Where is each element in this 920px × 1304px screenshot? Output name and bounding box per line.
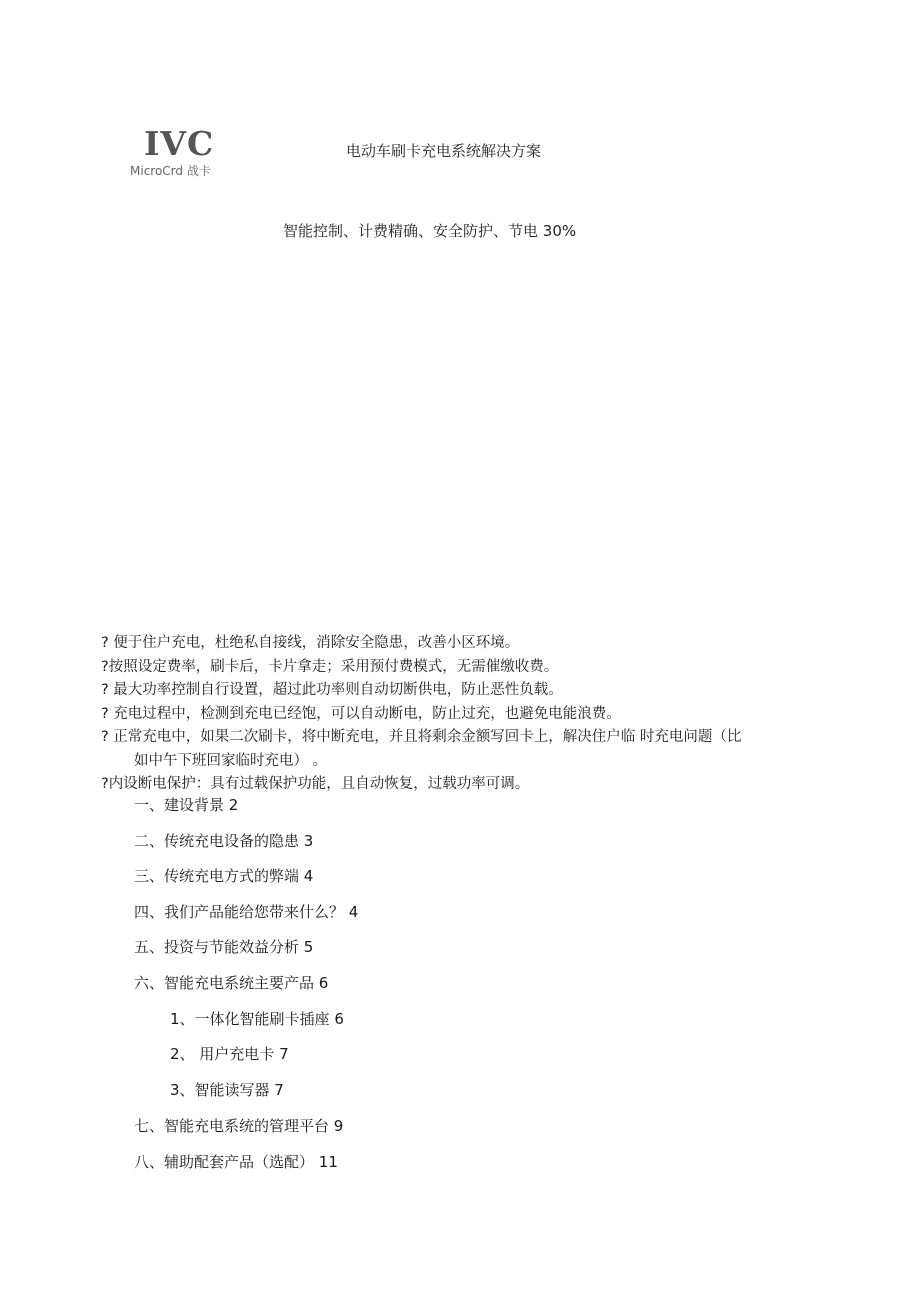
feature-item bbox=[101, 726, 841, 773]
feature-text: ?按照设定费率，刷卡后，卡片拿走；采用预付费模式，无需催缴收费。 bbox=[101, 658, 559, 675]
toc-entry[interactable]: 五、投资与节能效益分析 5 bbox=[134, 938, 314, 956]
toc-subentry[interactable]: 1、一体化智能刷卡插座 6 bbox=[170, 1010, 344, 1028]
toc-subentry[interactable]: 3、智能读写器 7 bbox=[170, 1081, 284, 1099]
toc-entry[interactable]: 四、我们产品能给您带来什么？ 4 bbox=[134, 903, 359, 921]
feature-item bbox=[101, 773, 841, 797]
feature-item bbox=[101, 632, 841, 656]
feature-item bbox=[101, 679, 841, 703]
feature-item bbox=[101, 656, 841, 680]
toc-entry[interactable]: 七、智能充电系统的管理平台 9 bbox=[134, 1117, 344, 1135]
feature-text: ? 充电过程中，检测到充电已经饱，可以自动断电，防止过充，也避免电能浪费。 bbox=[101, 705, 621, 722]
logo-mark: IVC bbox=[144, 124, 215, 163]
toc-subentry[interactable]: 2、 用户充电卡 7 bbox=[170, 1045, 289, 1063]
company-logo bbox=[130, 126, 240, 179]
toc-entry[interactable]: 六、智能充电系统主要产品 6 bbox=[134, 974, 329, 992]
logo-subtitle: MicroCrd 战卡 bbox=[130, 164, 211, 178]
tagline: 智能控制、计费精确、安全防护、节电 30% bbox=[283, 222, 577, 240]
document-title: 电动车刷卡充电系统解决方案 bbox=[346, 142, 542, 160]
feature-text: ? 便于住户充电，杜绝私自接线，消除安全隐患，改善小区环境。 bbox=[101, 635, 520, 651]
toc-entry[interactable]: 八、辅助配套产品（选配） 11 bbox=[134, 1153, 338, 1171]
toc-entry[interactable]: 二、传统充电设备的隐患 3 bbox=[134, 832, 314, 850]
feature-text-continued: 如中午下班回家临时充电） 。 bbox=[134, 752, 328, 769]
feature-text: ? 正常充电中，如果二次刷卡，将中断充电，并且将剩余金额写回卡上，解决住户临 时充电问题（比 bbox=[101, 729, 742, 745]
toc-entry[interactable]: 三、传统充电方式的弊端 4 bbox=[134, 867, 314, 885]
feature-list bbox=[101, 632, 841, 797]
toc-entry[interactable]: 一、建设背景 2 bbox=[134, 796, 239, 814]
feature-item bbox=[101, 703, 841, 727]
feature-text: ? 最大功率控制自行设置，超过此功率则自动切断供电，防止恶性负载。 bbox=[101, 682, 563, 698]
feature-text: ?内设断电保护：具有过载保护功能，且自动恢复，过载功率可调。 bbox=[101, 776, 530, 792]
